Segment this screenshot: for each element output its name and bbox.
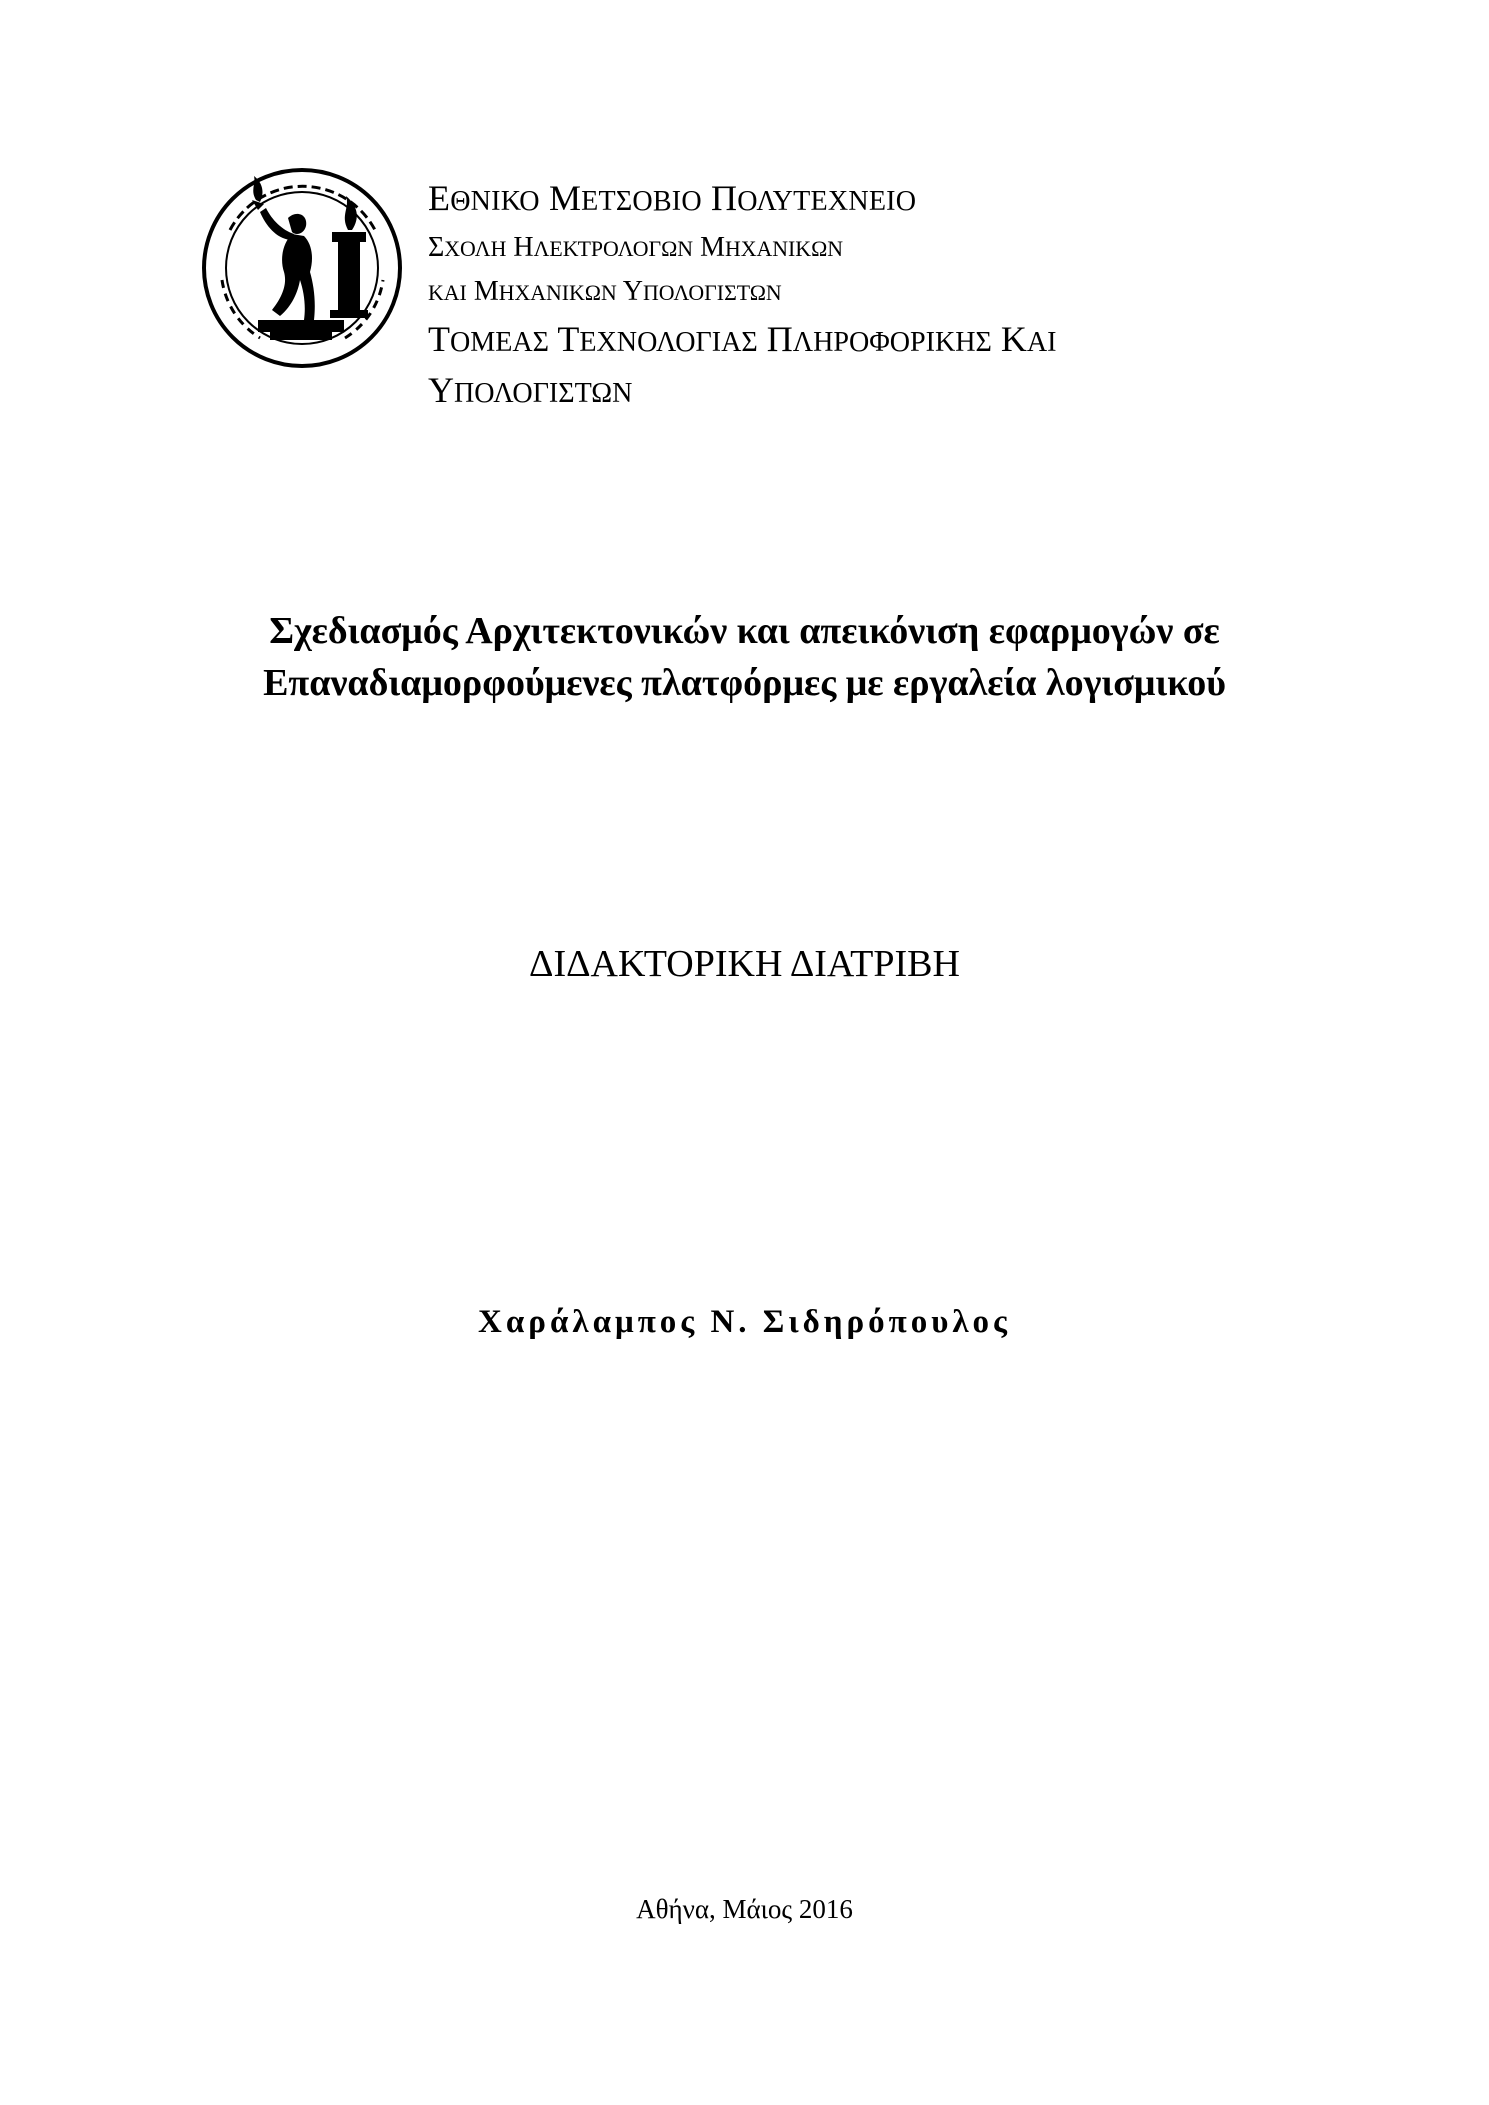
thesis-title-line2: Επαναδιαμορφούμενες πλατφόρμες με εργαλεία λογισμικού [263,662,1226,704]
ntua-seal-icon [200,160,405,385]
division-name-line1: ΤΟΜΕΑΣ ΤΕΧΝΟΛΟΓΙΑΣ ΠΛΗΡΟΦΟΡΙΚΗΣ ΚΑΙ [428,319,1057,360]
school-name-line1: ΣΧΟΛΗ ΗΛΕΚΤΡΟΛΟΓΩΝ ΜΗΧΑΝΙΚΩΝ [428,232,844,264]
author-name: Χαράλαμπος Ν. Σιδηρόπουλος [478,1304,1011,1340]
institution-name: ΕΘΝΙΚΟ ΜΕΤΣΟΒΙΟ ΠΟΛΥΤΕΧΝΕΙΟ [428,178,917,218]
division-name-line2: ΥΠΟΛΟΓΙΣΤΩΝ [428,370,633,411]
institution-block [428,178,1328,411]
thesis-title-line1: Σχεδιασμός Αρχιτεκτονικών και απεικόνιση εφαρμογών σε [269,610,1220,652]
document-type: ΔΙΔΑΚΤΟΡΙΚΗ ΔΙΑΤΡΙΒΗ [529,943,960,985]
place-and-date: Αθήνα, Μάιος 2016 [636,1894,853,1924]
thesis-title [0,605,1489,709]
school-name-line2: ΚΑΙ ΜΗΧΑΝΙΚΩΝ ΥΠΟΛΟΓΙΣΤΩΝ [428,276,782,308]
